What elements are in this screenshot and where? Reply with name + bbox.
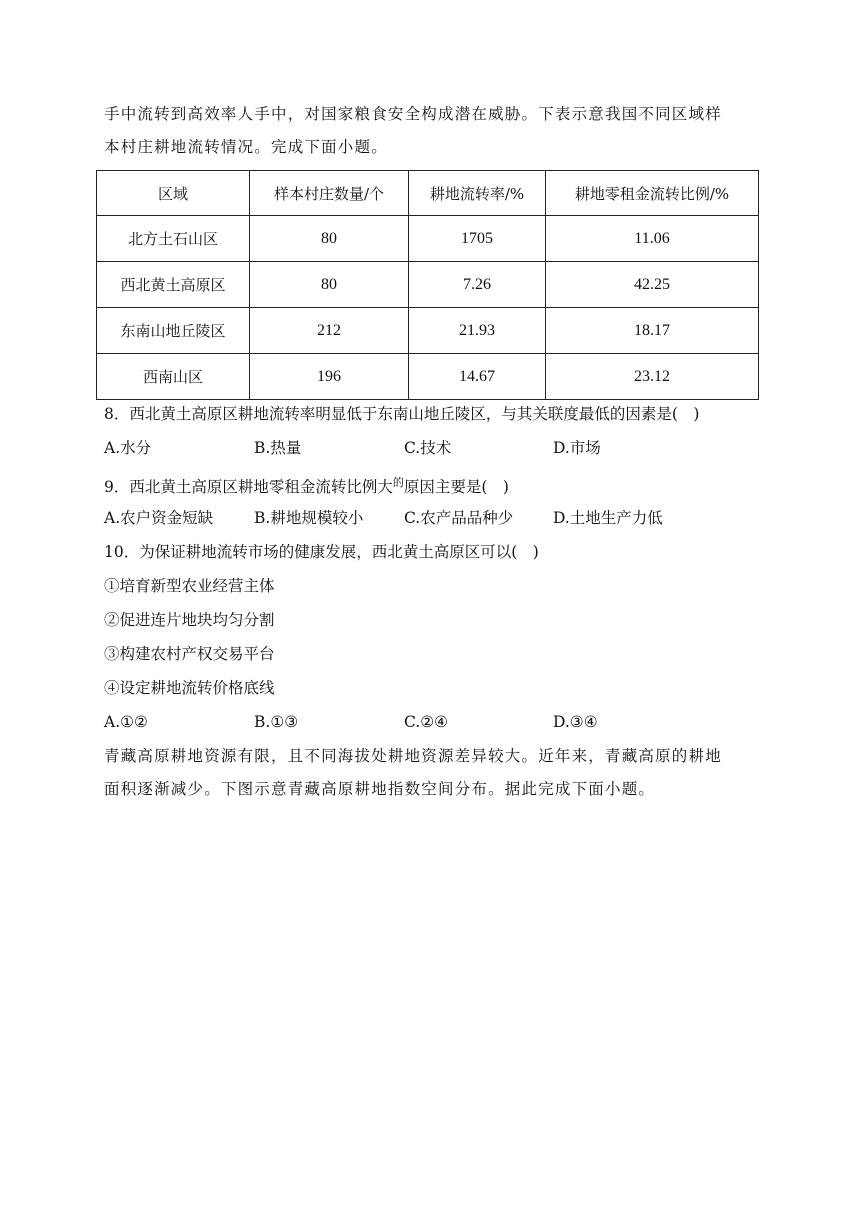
- option-a: A.①②: [104, 713, 148, 731]
- farmland-transfer-table: [96, 170, 759, 400]
- table-header-cell: 耕地零租金流转比例/%: [546, 171, 759, 216]
- table-header-cell: 耕地流转率/%: [409, 171, 546, 216]
- option-c: C.农产品品种少: [404, 509, 514, 527]
- option-c: C.技术: [404, 439, 452, 457]
- outro-line-1: 青藏高原耕地资源有限，且不同海拔处耕地资源差异较大。近年来，青藏高原的耕地: [104, 747, 722, 765]
- table-header-cell: 区域: [97, 171, 250, 216]
- question-8-stem: 8．西北黄土高原区耕地流转率明显低于东南山地丘陵区，与其关联度最低的因素是( ): [104, 405, 700, 423]
- table-cell: 80: [250, 216, 409, 262]
- question-9-stem: [104, 472, 509, 498]
- option-d: D.③④: [553, 713, 598, 731]
- option-b: B.耕地规模较小: [254, 509, 364, 527]
- table-cell: 196: [250, 354, 409, 400]
- option-b: B.热量: [254, 439, 302, 457]
- table-header-row: [97, 171, 759, 216]
- table-cell: 21.93: [409, 308, 546, 354]
- table-cell: 80: [250, 262, 409, 308]
- table-row: [97, 354, 759, 400]
- question-9-stem-text-end: 原因主要是( ): [403, 478, 509, 496]
- table-header-cell: 样本村庄数量/个: [250, 171, 409, 216]
- option-c: C.②④: [404, 713, 449, 731]
- table-row: [97, 262, 759, 308]
- intro-line-2: 本村庄耕地流转情况。完成下面小题。: [104, 138, 388, 156]
- table-cell: 23.12: [546, 354, 759, 400]
- table-cell: 14.67: [409, 354, 546, 400]
- table-cell: 212: [250, 308, 409, 354]
- question-10-item-2: ②促进连片地块均匀分割: [104, 611, 275, 629]
- table-cell-region: 北方土石山区: [97, 216, 250, 262]
- table-cell: 42.25: [546, 262, 759, 308]
- question-10-item-3: ③构建农村产权交易平台: [104, 645, 275, 663]
- outro-line-2: 面积逐渐减少。下图示意青藏高原耕地指数空间分布。据此完成下面小题。: [104, 780, 656, 798]
- table-cell: 7.26: [409, 262, 546, 308]
- table-cell-region: 东南山地丘陵区: [97, 308, 250, 354]
- table-cell: 1705: [409, 216, 546, 262]
- table-row: [97, 308, 759, 354]
- question-10-stem: 10．为保证耕地流转市场的健康发展，西北黄土高原区可以( ): [104, 543, 539, 561]
- option-b: B.①③: [254, 713, 299, 731]
- table-cell: 18.17: [546, 308, 759, 354]
- option-d: D.土地生产力低: [553, 509, 663, 527]
- table-cell-region: 西南山区: [97, 354, 250, 400]
- question-9-stem-sup: 的: [392, 476, 404, 489]
- table-row: [97, 216, 759, 262]
- intro-line-1: 手中流转到高效率人手中，对国家粮食安全构成潜在威胁。下表示意我国不同区域样: [104, 105, 722, 123]
- option-a: A.农户资金短缺: [104, 509, 214, 527]
- question-9-stem-text: 9．西北黄土高原区耕地零租金流转比例大: [104, 478, 393, 496]
- option-d: D.市场: [553, 439, 601, 457]
- table-cell: 11.06: [546, 216, 759, 262]
- option-a: A.水分: [104, 439, 152, 457]
- question-10-item-4: ④设定耕地流转价格底线: [104, 679, 275, 697]
- table-cell-region: 西北黄土高原区: [97, 262, 250, 308]
- question-10-item-1: ①培育新型农业经营主体: [104, 577, 275, 595]
